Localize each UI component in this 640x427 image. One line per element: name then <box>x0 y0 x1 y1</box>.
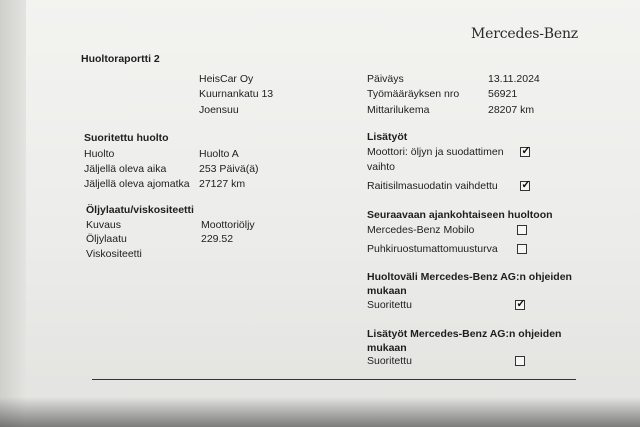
next-service-mobilo-label: Mercedes-Benz Mobilo <box>367 224 475 236</box>
order-label: Työmääräyksen nro <box>367 88 460 100</box>
paper-edge <box>0 0 26 427</box>
extra-work-heading: Lisätyöt <box>367 131 408 143</box>
remaining-distance-value: 27127 km <box>199 178 246 190</box>
odometer-label: Mittarilukema <box>367 104 430 116</box>
oil-description-label: Kuvaus <box>86 219 122 231</box>
oil-viscosity-label: Viskositeetti <box>86 248 142 260</box>
brand-logo-text: Mercedes-Benz <box>471 26 578 42</box>
oil-grade-label: Öljylaatu <box>86 233 127 245</box>
report-title: Huoltoraportti 2 <box>81 53 160 65</box>
dealer-street: Kuurnankatu 13 <box>199 88 274 100</box>
extra-work-cabin-filter-checkbox[interactable] <box>520 181 530 191</box>
service-done-heading: Suoritettu huolto <box>84 132 169 144</box>
extra-mb-done-checkbox[interactable] <box>515 356 525 366</box>
check-icon: ✓ <box>516 298 526 310</box>
remaining-distance-label: Jäljellä oleva ajomatka <box>84 178 190 190</box>
oil-description-value: Moottoriöljy <box>201 219 255 231</box>
service-label: Huolto <box>84 148 115 160</box>
extra-work-item-oil-line2: vaihto <box>367 161 396 173</box>
extra-mb-heading-line2: mukaan <box>367 342 407 354</box>
next-service-rust-label: Puhkiruostumattomuusturva <box>367 243 498 255</box>
check-icon: ✓ <box>521 145 531 157</box>
extra-mb-done-label: Suoritettu <box>367 355 412 367</box>
interval-done-label: Suoritettu <box>367 299 412 311</box>
extra-work-item-cabin-filter: Raitisilmasuodatin vaihdettu <box>367 180 498 192</box>
oil-heading: Öljylaatu/viskositeetti <box>86 204 194 216</box>
odometer-value: 28207 km <box>488 104 535 116</box>
bottom-divider <box>92 379 576 380</box>
interval-heading-line1: Huoltoväli Mercedes-Benz AG:n ohjeiden <box>367 271 572 283</box>
date-value: 13.11.2024 <box>488 73 540 85</box>
next-service-heading: Seuraavaan ajankohtaiseen huoltoon <box>367 209 553 221</box>
interval-heading-line2: mukaan <box>367 285 407 297</box>
photo-shadow <box>0 397 640 427</box>
dealer-name: HeisCar Oy <box>199 73 254 85</box>
oil-grade-value: 229.52 <box>201 233 234 245</box>
remaining-time-label: Jäljellä oleva aika <box>84 163 167 175</box>
remaining-time-value: 253 Päivä(ä) <box>199 163 259 175</box>
interval-done-checkbox[interactable] <box>515 300 525 310</box>
dealer-city: Joensuu <box>199 104 239 116</box>
next-service-rust-checkbox[interactable] <box>517 244 527 254</box>
extra-work-oil-checkbox[interactable] <box>520 147 530 157</box>
check-icon: ✓ <box>521 179 531 191</box>
extra-work-item-oil-line1: Moottori: öljyn ja suodattimen <box>367 146 504 158</box>
next-service-mobilo-checkbox[interactable] <box>517 225 527 235</box>
order-value: 56921 <box>488 88 518 100</box>
service-value: Huolto A <box>199 148 239 160</box>
extra-mb-heading-line1: Lisätyöt Mercedes-Benz AG:n ohjeiden <box>367 328 562 340</box>
date-label: Päiväys <box>367 73 404 85</box>
